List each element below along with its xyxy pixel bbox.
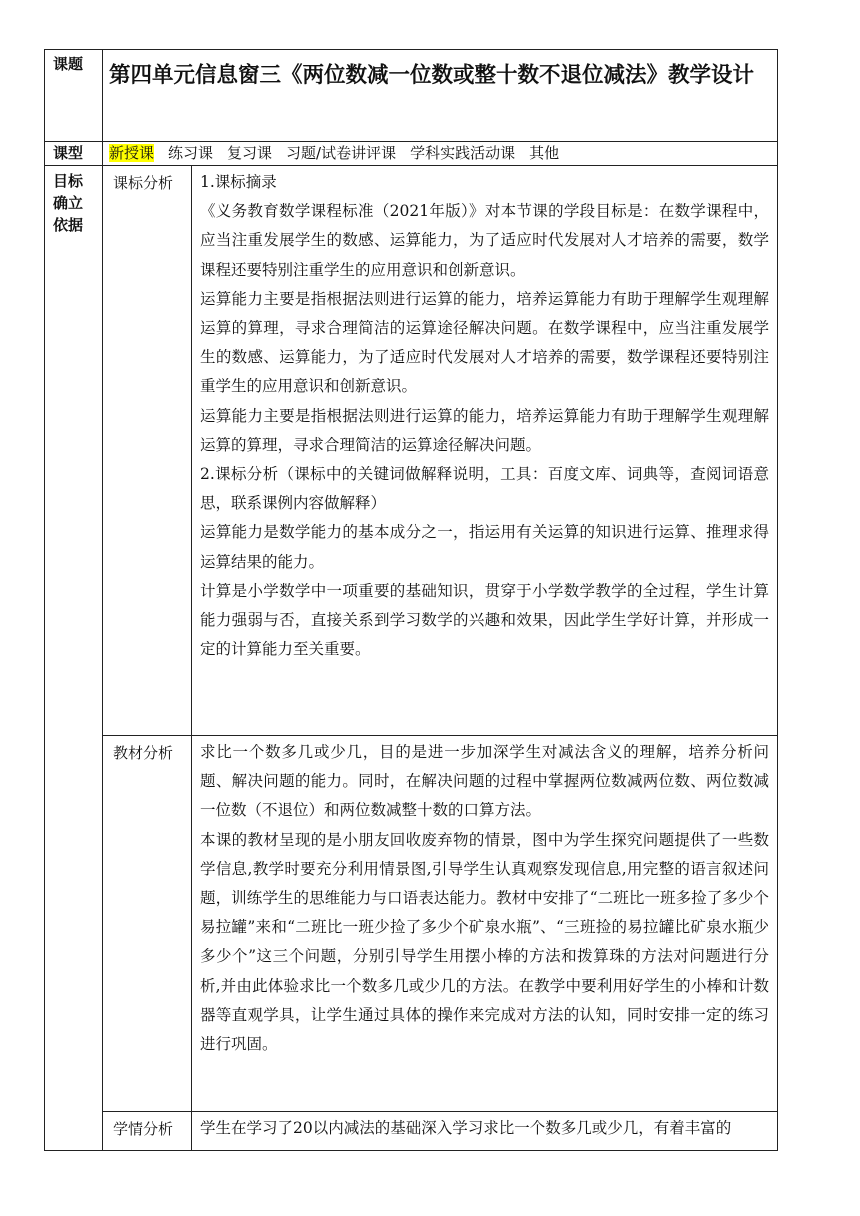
standards-label: 课标分析 <box>103 166 192 736</box>
standards-content <box>192 166 778 736</box>
page-title: 第四单元信息窗三《两位数减一位数或整十数不退位减法》教学设计 <box>103 50 778 142</box>
lesson-type-exercise-review: 习题/试卷讲评课 <box>286 144 397 162</box>
standards-para: 计算是小学数学中一项重要的基础知识，贯穿于小学数学教学的全过程，学生计算能力强弱与否，直接关系到学习数学的兴趣和效果，因此学生学好计算，并形成一定的计算能力至关重要。 <box>200 581 770 659</box>
textbook-content <box>192 736 778 1112</box>
lesson-type-new: 新授课 <box>109 144 155 162</box>
standards-para: 运算能力主要是指根据法则进行运算的能力，培养运算能力有助于理解学生观理解运算的算理，寻求合理简洁的运算途径解决问题。在数学课程中，应当注重发展学生的数感、运算能力，为了适应时代发展对人才培养的需要，数学课程还要特别注重学生的应用意识和创新意识。 <box>200 289 770 396</box>
textbook-para: 本课的教材呈现的是小朋友回收废弃物的情景，图中为学生探究问题提供了一些数学信息,教学时要充分利用情景图,引导学生认真观察发现信息,用完整的语言叙述问题，训练学生的思维能力与口语表达能力。教材中安排了“二班比一班多捡了多少个易拉罐”来和“二班比一班少捡了多少个矿泉水瓶”、“三班捡的易拉罐比矿泉水瓶少多少个”这三个问题，分别引导学生用摆小棒的方法和拨算珠的方法对问题进行分析,并由此体验求比一个数多几或少几的方法。在教学中要利用好学生的小棒和计数器等直观学具，让学生通过具体的操作来完成对方法的认知，同时安排一定的练习进行巩固。 <box>200 830 770 1054</box>
objective-basis-label <box>45 166 103 1151</box>
lesson-type-label: 课型 <box>45 142 103 166</box>
lesson-type-practice-activity: 学科实践活动课 <box>410 144 516 162</box>
textbook-row <box>45 736 778 1112</box>
title-row <box>45 50 778 142</box>
textbook-label: 教材分析 <box>103 736 192 1112</box>
standards-para: 运算能力是数学能力的基本成分之一，指运用有关运算的知识进行运算、推理求得运算结果的能力。 <box>200 523 770 571</box>
standards-para: 1.课标摘录 <box>200 173 277 191</box>
standards-para: 2.课标分析（课标中的关键词做解释说明，工具：百度文库、词典等，查阅词语意思，联系课例内容做解释） <box>200 465 770 513</box>
students-para: 学生在学习了20以内减法的基础深入学习求比一个数多几或少几，有着丰富的 <box>200 1119 732 1137</box>
lesson-type-review: 复习课 <box>227 144 273 162</box>
lesson-type-practice: 练习课 <box>168 144 214 162</box>
standards-para: 运算能力主要是指根据法则进行运算的能力，培养运算能力有助于理解学生观理解运算的算理，寻求合理简洁的运算途径解决问题。 <box>200 406 770 454</box>
textbook-para: 求比一个数多几或少几，目的是进一步加深学生对减法含义的理解，培养分析问题、解决问题的能力。同时，在解决问题的过程中掌握两位数减两位数、两位数减一位数（不退位）和两位数减整十数的口算方法。 <box>200 743 770 820</box>
students-row <box>45 1112 778 1151</box>
title-label: 课题 <box>45 50 103 142</box>
students-content <box>192 1112 778 1151</box>
students-label: 学情分析 <box>103 1112 192 1151</box>
standards-para: 《义务教育数学课程标准（2021年版）》对本节课的学段目标是：在数学课程中，应当注重发展学生的数感、运算能力，为了适应时代发展对人才培养的需要，数学课程还要特别注重学生的应用意识和创新意识。 <box>200 202 770 279</box>
lesson-type-options <box>103 142 778 166</box>
standards-row <box>45 166 778 736</box>
objective-basis-text: 目标确立依据 <box>53 172 84 234</box>
lesson-type-other: 其他 <box>529 144 560 162</box>
lesson-type-row <box>45 142 778 166</box>
lesson-plan-table <box>44 49 778 1151</box>
